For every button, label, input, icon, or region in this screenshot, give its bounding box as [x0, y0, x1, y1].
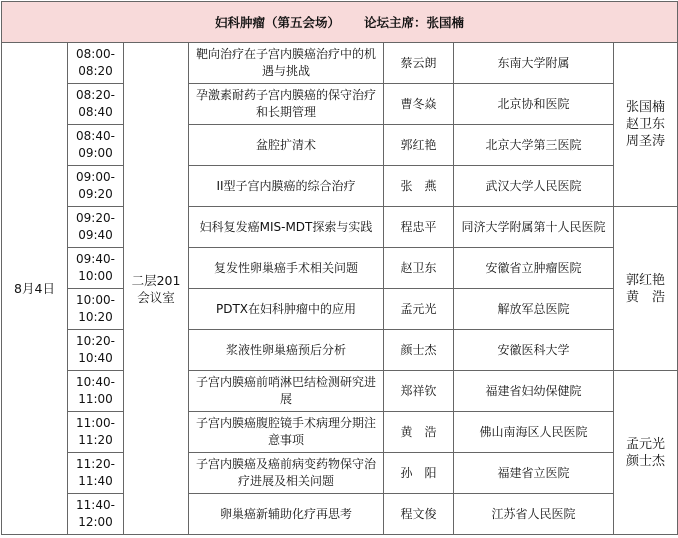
time-cell: 10:20- 10:40: [68, 330, 124, 371]
session-header-row: [2, 2, 678, 43]
table-row: [2, 248, 678, 289]
time-cell: 08:40- 09:00: [68, 125, 124, 166]
topic-cell: 浆液性卵巢癌预后分析: [189, 330, 384, 371]
speaker-cell: 张 燕: [384, 166, 454, 207]
speaker-cell: 赵卫东: [384, 248, 454, 289]
table-row: [2, 330, 678, 371]
speaker-cell: 蔡云朗: [384, 43, 454, 84]
topic-cell: PDTX在妇科肿瘤中的应用: [189, 289, 384, 330]
topic-cell: 子宫内膜癌及癌前病变药物保守治疗进展及相关问题: [189, 453, 384, 494]
speaker-cell: 颜士杰: [384, 330, 454, 371]
speaker-cell: 曹冬焱: [384, 84, 454, 125]
topic-cell: 复发性卵巢癌手术相关问题: [189, 248, 384, 289]
table-row: [2, 207, 678, 248]
time-cell: 11:00- 11:20: [68, 412, 124, 453]
session-header: [2, 2, 678, 43]
organization-cell: 江苏省人民医院: [454, 494, 614, 535]
organization-cell: 福建省妇幼保健院: [454, 371, 614, 412]
organization-cell: 东南大学附属: [454, 43, 614, 84]
time-cell: 09:00- 09:20: [68, 166, 124, 207]
table-row: [2, 412, 678, 453]
table-row: [2, 166, 678, 207]
table-row: [2, 125, 678, 166]
time-cell: 08:00- 08:20: [68, 43, 124, 84]
organization-cell: 同济大学附属第十人民医院: [454, 207, 614, 248]
moderator-cell: 张国楠 赵卫东 周圣涛: [614, 43, 678, 207]
moderator-cell: 孟元光 颜士杰: [614, 371, 678, 535]
organization-cell: 解放军总医院: [454, 289, 614, 330]
organization-cell: 北京协和医院: [454, 84, 614, 125]
topic-cell: 卵巢癌新辅助化疗再思考: [189, 494, 384, 535]
organization-cell: 北京大学第三医院: [454, 125, 614, 166]
topic-cell: 孕激素耐药子宫内膜癌的保守治疗和长期管理: [189, 84, 384, 125]
table-row: [2, 84, 678, 125]
date-cell: 8月4日: [2, 43, 68, 535]
speaker-cell: 郑祥钦: [384, 371, 454, 412]
schedule-table: [1, 1, 678, 535]
table-row: [2, 494, 678, 535]
moderator-cell: 郭红艳 黄 浩: [614, 207, 678, 371]
time-cell: 10:40- 11:00: [68, 371, 124, 412]
topic-cell: 子宫内膜癌腹腔镜手术病理分期注意事项: [189, 412, 384, 453]
topic-cell: 妇科复发癌MIS-MDT探索与实践: [189, 207, 384, 248]
organization-cell: 武汉大学人民医院: [454, 166, 614, 207]
table-row: [2, 371, 678, 412]
table-row: [2, 43, 678, 84]
speaker-cell: 郭红艳: [384, 125, 454, 166]
speaker-cell: 黄 浩: [384, 412, 454, 453]
speaker-cell: 程忠平: [384, 207, 454, 248]
topic-cell: 盆腔扩清术: [189, 125, 384, 166]
time-cell: 11:20- 11:40: [68, 453, 124, 494]
time-cell: 09:40- 10:00: [68, 248, 124, 289]
time-cell: 09:20- 09:40: [68, 207, 124, 248]
speaker-cell: 程文俊: [384, 494, 454, 535]
organization-cell: 佛山南海区人民医院: [454, 412, 614, 453]
session-chair: 论坛主席：张国楠: [364, 14, 465, 30]
table-row: [2, 453, 678, 494]
time-cell: 11:40- 12:00: [68, 494, 124, 535]
speaker-cell: 孙 阳: [384, 453, 454, 494]
session-title: 妇科肿瘤（第五会场）: [215, 14, 341, 30]
time-cell: 10:00- 10:20: [68, 289, 124, 330]
speaker-cell: 孟元光: [384, 289, 454, 330]
table-row: [2, 289, 678, 330]
topic-cell: 靶向治疗在子宫内膜癌治疗中的机遇与挑战: [189, 43, 384, 84]
organization-cell: 安徽医科大学: [454, 330, 614, 371]
organization-cell: 安徽省立肿瘤医院: [454, 248, 614, 289]
organization-cell: 福建省立医院: [454, 453, 614, 494]
venue-cell: 二层201会议室: [124, 43, 189, 535]
topic-cell: II型子宫内膜癌的综合治疗: [189, 166, 384, 207]
time-cell: 08:20- 08:40: [68, 84, 124, 125]
topic-cell: 子宫内膜癌前哨淋巴结检测研究进展: [189, 371, 384, 412]
